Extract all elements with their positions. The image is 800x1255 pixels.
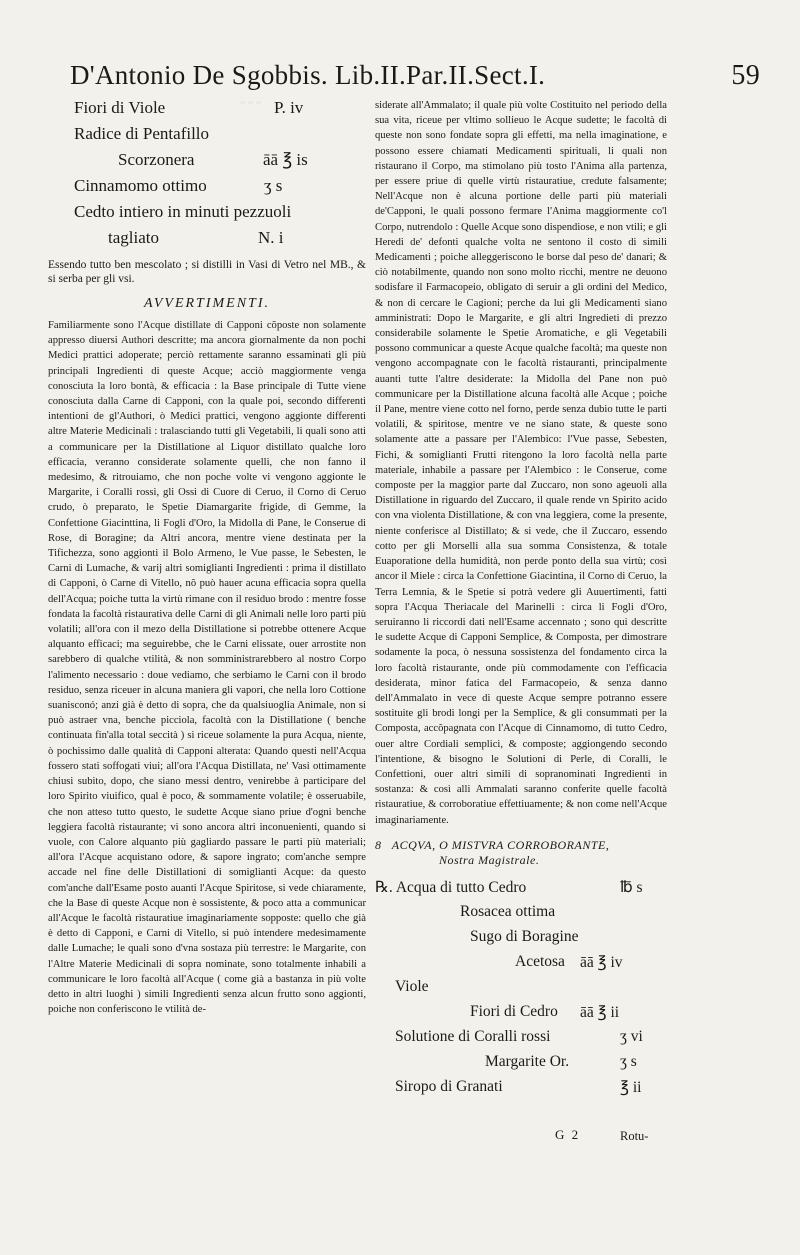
ingredient-name: Solutione di Coralli rossi <box>395 1027 551 1045</box>
ingredient-qty: ʒ s <box>264 176 283 195</box>
page-number: 59 <box>731 60 760 91</box>
ingredient-name: Cedto intiero in minuti pezzuoli <box>74 202 292 221</box>
ingredient-qty: āā ℥ is <box>263 150 308 169</box>
ingredient-name: Fiori di Viole <box>74 98 166 117</box>
running-header <box>70 60 760 91</box>
recipe-line <box>375 878 667 903</box>
left-body-text: Familiarmente sono l'Acque distillate di Capponi cõposte non solamente appresso diuersi Authori descritte; ma ancora giornalmente da non pochi Medici prattici adoperate; perciò rettamente saranno essaminati gli più principali Ingredienti di queste Acque; acciò maggiormente venga conosciuta la loro bontà, & efficacia : la Base principale di Tutte viene conosciuta dalla Carne di Capponi, con la quale poi, secondo differenti intentioni de gl'Authori, ò Medici prattici, vengono aggionte differenti altre Materie Medicinali : tralasciando tutti gli Vegetabili, li quali sono atti a communicare per la Distillatione al Liquor distillato qualche loro efficacia, veranno considerate solamente quelli, che non fanno il medesimo, & ritrouiamo, che non poche volte vi vengono aggionte le Margarite, i Coralli rossi, gli Ossi di Cuore di Ceruo, il Corno di Ceruo crudo, ò preparato, le Spetie Diamargarite frigide, di Gemme, la Confettione Giacinttina, li Fogli d'Oro, la Midolla di Pane, le Conserue di Rose, di Boragine; da Altri ancora, mentre viene destinata per la Tifichezza, sono aggionti il Bolo Armeno, le Vue passe, le Sebesten, le Carni di Lumache, & varij altri somiglianti Ingredienti : prima il distillato di Capponi, ò Carne di Vitello, nõ può hauer acuna efficacia sopra quella dell'Acqua; poiche tutta la virtù rimane con il residuo brodo : mentre fosse fondata la facoltà ristaurativa delle Carni di gli Animali nelle loro parti più volatili; all'ora con il mezo della Distillatione si potrebbe ottenere Acque alquanto efficaci; ma seguirebbe, che le Carni elissate, ouer arrostite non sarebbero di qualche vtilità, & non somministrarebbero al nostro Corpo l'alimento necessario : doue vediamo, che serbiamo le Carni con il brodo residuo, senza riceuer in alcuna maniera gli vapori, che nella loro Cottione suanisconó; anzi già è detto di sopra, che da qualsiuoglia Animale, non si può astraer vna, benche picciola, facoltà con la Distillatione ( benche continuata fin'alla total seccità ) si riceue solamente la pura Acqua, niente, ò pochissimo dalle qualità di Capponi alterata: Quando questi nell'Acqua fossero stati soffogati viui; all'ora l'Acqua Distillata, ne' Vasi ottimamente chiusi subito, dopo, che siano messi dentro, venirebbe à participare del loro Spirito viuifico, qual è poco, & sommamente volatile; è osseruabile, che non atteso tutto questo, le sudette Acque siano priue d'ogni benche leggiera facoltà ristaurante; vi sono ancora altri inconuenienti, quando si vuole, con Calore alquanto più gagliardo passare le parti più materiali; all'ora l'Acque acquistano odore, & sapore ingrato; com'anche sempre accade nel fine delle Distillationi di somiglianti Acque: da questo com'anche dall'Esame posto auanti l'Acque Spiritose, si vede chiaramente, che la Base di queste Acque non è sossistente, & poco atta a communicar all'Acque le facoltà ristauratiue imaginariamente sopposte: quello che già è detto di Capponi, e Carni di Vitello, si può intendere medesimamente dalle Lumache; le quali sono d'vna sostaza più terrestre: le Margarite, con l'Altre Materie Medicinali di sopra nominate, sono totalmente inhabili a communicare le loro facoltà all'Acque ( come già a bastanza in più volte detto in altri luoghi ) simili Ingredienti senza alcun frutto sono aggionti, poiche non conferiscono le vtilità de- <box>48 320 366 1016</box>
recipe-line <box>460 903 667 928</box>
rx-symbol: ℞. <box>375 878 393 896</box>
recipe-title: ACQVA, O MISTVRA CORROBORANTE, <box>391 837 610 852</box>
ingredient-name: Acqua di tutto Cedro <box>395 878 527 896</box>
ingredient-name: Margarite Or. <box>485 1052 570 1070</box>
ingredient-name: Radice di Pentafillo <box>74 124 210 143</box>
ingredient-name: Rosacea ottima <box>460 902 556 920</box>
signature-mark: G 2 <box>555 1127 581 1142</box>
recipe-line <box>395 978 667 1003</box>
recipe-subtitle: Nostra Magistrale. <box>439 852 540 867</box>
recipe-line <box>485 1053 667 1078</box>
recipe-line <box>395 1078 667 1103</box>
recipe-number: 8 <box>375 837 382 852</box>
catchword: Rotu- <box>620 1129 649 1143</box>
ingredient-qty: N. i <box>258 228 284 247</box>
recipe-line <box>118 150 366 176</box>
recipe-line <box>470 1003 667 1028</box>
right-column <box>375 98 667 1158</box>
recipe-line <box>74 176 366 202</box>
ingredient-qty: ʒ vi <box>620 1027 643 1045</box>
bleed-through-text: ~ ~ ~ <box>240 98 262 109</box>
section-heading: AVVERTIMENTI. <box>143 296 270 311</box>
ingredient-qty: āā ℥ ii <box>580 1003 620 1021</box>
left-column <box>48 98 366 1138</box>
ingredient-name: Sugo di Boragine <box>470 927 579 945</box>
ingredient-name: Cinnamomo ottimo <box>74 176 207 195</box>
recipe-line <box>515 953 667 978</box>
ingredient-name: tagliato <box>108 228 159 247</box>
recipe-line <box>395 1028 667 1053</box>
preparation-note: Essendo tutto ben mescolato ; si distilli in Vasi di Vetro nel MB., & si serba per gli vsi. <box>48 259 366 285</box>
right-body-text: siderate all'Ammalato; il quale più volte Costituito nel periodo della sua vita, riceue per vltimo sollieuo le Acque sudette; le facoltà di queste non sono fondate sopra gli effetti, ma nella imaginatione, e possono essere chiamati Medicamenti spirituali, li quali non ristaurano il Corpo, ma stimolano più tosto l'Anima alla partenza, per essere priue di quelle virtù ristauratiue, credute falsamente; Nell'Acque non è alcuna portione delle parti più materiali de'Capponi, le quali possono fermare l'Anima maggiormente co'l Corpo, nutrendolo : Quelle Acque sono dispendiose, e non vtili; e gli Heredi de' defonti qualche volta ne sentono il costo di simili Medicamenti ; poiche alleggeriscono le borse dal peso de' danari; & ciò notabilmente, quando non sono molto ricchi, mentre ne deuono sodisfare il Farmacopeio, obligato di seruir a gli ordini del Medico, & non di cercare le Cagioni; perche da lui gli Medicamenti siano amministrati: Dopo le Margarite, e gli altri Ingredieti di prezzo considerabile solamente le Spetie Aromatiche, e gli Vegetabili possono communicar a queste Acque qualche facoltà; ma queste non vengono accompagnate con le facoltà ristauranti, principalmente auanti tutte l'altre desiderate: la Midolla del Pane non può communicare per la Distillatione alcuna facoltà alle Acque ; poiche il Pane, mentre viene cotto nel forno, perde senza dubio tutte le parti volatili, & spiritose, mentre ve ne siano state, & queste sono solamente atte a passare per l'Alembico: l'Vue passe, Sebesten, Fichi, & somiglianti Frutti ritengono la loro facoltà nella parte materiale, inhabile a passare per l'Alembico : le Conserue, come composte per la maggior parte dal Zuccaro, non sono ageuoli alla Distillatione in riguardo del Zuccaro, il quale rende vn Spirito acido con vna violenta Distillatione, & con vna leggiera, come la presente, niente conferisce al Distillato; & si vede, che il Zuccaro, essendo cotto per gli Morselli alla sua somma Consistenza, & totale Euaporatione della humidità, non perde ponto della sua virtù; così ancor il Miele : circa la Confettione Giacintina, il Corno di Ceruo, la Terra Lemnia, & le Spetie si potrà vedere gli Auuertimenti, fatti sopra l'Acqua Theriacale del Marinelli : circa li Fogli d'Oro, seruiranno li riccordi dati nell'Esame accennato ; sono qui descritte le sudette Acque di Capponi Semplice, & Composta, per dimostrare sodamente la poca, ò nessuna sossistenza del fondamento circa la loro facoltà ristaurante, onde più commodamente con l'efficacia desiderata, minor fatica del Farmacopeio, & senza danno dell'Ammalato in vece di queste Acque sempre potranno essere sostituite gli brodi longi per la Semplice, & gli consummati per la Composta, accõpagnata con l'Acque di Cinnamomo, di tutto Cedro, ouer altre Cordiali semplici, & composte; aggiongendo secondo l'intentione, & bisogno le Solutioni di Perle, di Coralli, le Confettioni, ouer altri simili di sopranominati Ingredienti in sostanza: & così alli Ammalati saranno conferite quelle facoltà ristauratiue, & corroboratiue effettiuamente; & non come nell'Acque imaginariamente. <box>375 100 667 826</box>
recipe-line <box>74 98 366 124</box>
ingredient-qty: ℔ s <box>620 878 643 896</box>
top-recipe <box>48 98 366 254</box>
ingredient-name: Siropo di Granati <box>395 1077 503 1095</box>
ingredient-name: Scorzonera <box>118 150 195 169</box>
ingredient-name: Acetosa <box>515 952 565 970</box>
ingredient-qty: P. iv <box>274 98 304 117</box>
ingredient-qty: ʒ s <box>620 1052 637 1070</box>
recipe-line <box>74 124 366 150</box>
recipe-line <box>74 202 366 228</box>
recipe-line <box>470 928 667 953</box>
running-title: D'Antonio De Sgobbis. Lib.II.Par.II.Sect.I. <box>70 60 546 90</box>
recipe-line <box>108 228 366 254</box>
ingredient-qty: ℥ ii <box>620 1078 642 1096</box>
recipe-ingredients <box>375 878 667 1103</box>
ingredient-qty: āā ℥ iv <box>580 953 623 971</box>
ingredient-name: Fiori di Cedro <box>470 1002 558 1020</box>
ingredient-name: Viole <box>395 977 429 995</box>
recipe-heading <box>375 838 667 868</box>
